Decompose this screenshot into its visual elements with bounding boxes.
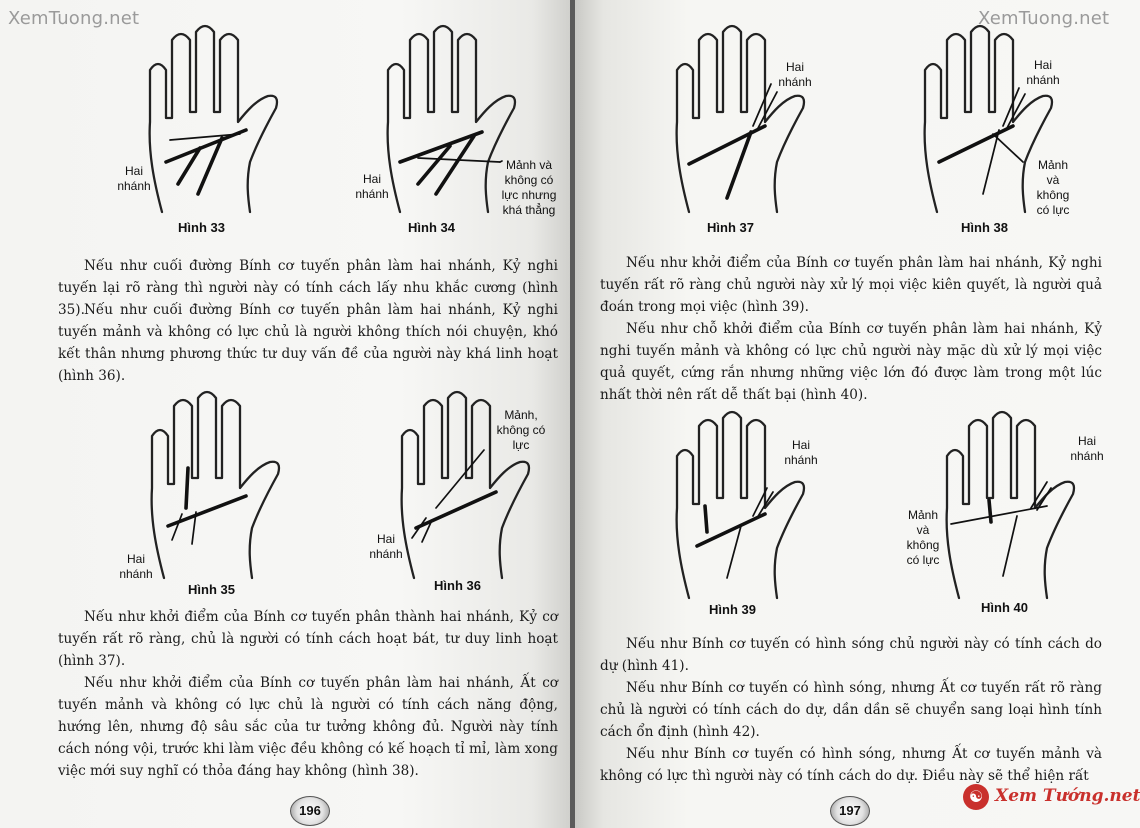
paragraph: Nếu như Bính cơ tuyến có hình sóng chủ người này có tính cách do dự (hình 41). (600, 636, 1102, 674)
hand-figure-34 (355, 22, 557, 235)
figure-caption: Hình 38 (961, 220, 1008, 235)
hand-drawing (142, 388, 292, 584)
paragraph: Nếu như Bính cơ tuyến có hình sóng, nhưng Ất cơ tuyến mảnh và không có lực thì người này có tính cách do dự. Điều này sẽ thể hiện rất (600, 746, 1102, 784)
figure-caption: Hình 40 (981, 600, 1028, 615)
paragraph: Nếu như cuối đường Bính cơ tuyến phân làm hai nhánh, Kỷ nghi tuyến lại rõ ràng thì người này có tính cách lấy nhu khắc cương (hình 35). (58, 258, 558, 318)
logo-text: Xem Tướng.net (995, 786, 1140, 806)
annotation-two-branches: Hai nhánh (117, 164, 151, 193)
hand-figure-39 (667, 408, 818, 617)
paragraph: Nếu như khởi điểm của Bính cơ tuyến phân làm hai nhánh, Ất cơ tuyến mảnh và không có lực chủ là người có tính cách năng động, hướng lên, nhưng độ sâu sắc của tư tưởng không đủ. Người này tính cách nóng vội, trước khi làm việc đều không có kế hoạch tỉ mỉ, làm xong việc mới suy nghĩ có thỏa đáng hay không (hình 38). (58, 675, 558, 779)
watermark: XemTuong.net (8, 8, 140, 29)
annotation-two-branches: Hai nhánh (119, 552, 153, 581)
page-number: 196 (299, 803, 321, 818)
hand-figure-36 (369, 388, 546, 593)
paragraph: Nếu như cuối đường Bính cơ tuyến phân làm hai nhánh, Kỷ nghi tuyến mảnh và không có lực chủ là người không thích nói chuyện, khó kết thân nhưng phương thức tư duy vấn đề của người này khá linh hoạt (hình 36). (58, 302, 558, 384)
paragraph: Nếu như khởi điểm của Bính cơ tuyến phân làm hai nhánh, Kỷ nghi tuyến rất rõ ràng chủ người này xử lý mọi việc kiên quyết, là người quả đoán trong mọi việc (hình 39). (600, 255, 1102, 315)
annotation-thin-line: Mảnh và không có lực (906, 508, 940, 567)
annotation-two-branches: Hai nhánh (1026, 58, 1060, 87)
page-number-badge (290, 796, 330, 826)
paragraph: Nếu như Bính cơ tuyến có hình sóng, nhưng Ất cơ tuyến rất rõ ràng chủ là người có tính cách do dự, dần dần sẽ chuyển sang loại hình tính cách ổn định (hình 42). (600, 680, 1102, 740)
figure-caption: Hình 33 (178, 220, 225, 235)
page-number: 197 (839, 803, 861, 818)
hand-figure-33 (117, 22, 290, 235)
figure-caption: Hình 37 (707, 220, 754, 235)
figure-caption: Hình 36 (434, 578, 481, 593)
annotation-two-branches: Hai nhánh (1070, 434, 1104, 463)
paragraph: Nếu như khởi điểm của Bính cơ tuyến phân thành hai nhánh, Kỷ cơ tuyến rất rõ ràng, chủ là người có tính cách hoạt bát, tư duy linh hoạt (hình 37). (58, 609, 558, 669)
annotation-two-branches: Hai nhánh (355, 172, 389, 201)
annotation-thin-line: Mảnh, không có lực (496, 408, 546, 452)
paragraph: Nếu như chỗ khởi điểm của Bính cơ tuyến phân làm hai nhánh, Kỷ nghi tuyến mảnh và không có lực chủ người này mặc dù xử lý mọi việc quả quyết, cứng rắn nhưng những việc lớn đó được làm trong một lúc nhất thời nên rất dễ thất bại (hình 40). (600, 321, 1102, 403)
hand-figure-35 (119, 388, 292, 597)
annotation-two-branches: Hai nhánh (784, 438, 818, 467)
right-page (575, 0, 1140, 828)
page-number-badge (830, 796, 870, 826)
site-logo (963, 780, 1140, 814)
hand-figure-37 (667, 22, 817, 235)
annotation-two-branches: Hai nhánh (778, 60, 812, 89)
annotation-thin-line: Mảnh và không có lực (1036, 158, 1070, 217)
hand-figure-38 (915, 22, 1070, 235)
hand-figure-40 (906, 408, 1104, 615)
yin-yang-icon: ☯ (963, 784, 989, 810)
watermark: XemTuong.net (978, 8, 1110, 29)
annotation-thin-line: Mảnh và không có lực nhưng khá thẳng (501, 158, 557, 217)
annotation-two-branches: Hai nhánh (369, 532, 403, 561)
figure-caption: Hình 35 (188, 582, 235, 597)
figure-caption: Hình 34 (408, 220, 455, 235)
hand-drawing (140, 22, 290, 218)
hand-drawing (667, 22, 817, 218)
figure-caption: Hình 39 (709, 602, 756, 617)
